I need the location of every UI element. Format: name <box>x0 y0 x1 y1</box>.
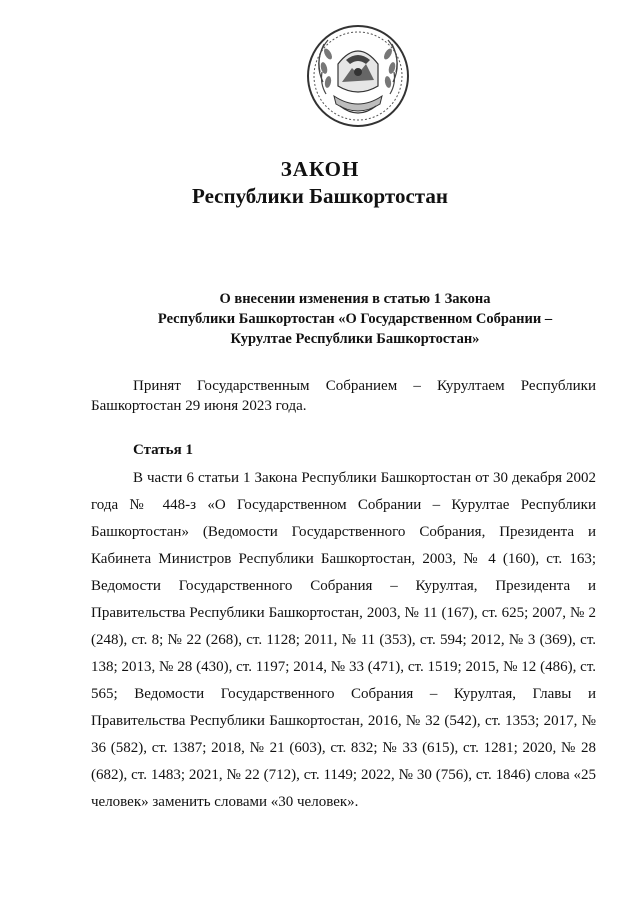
document-title: ЗАКОН <box>280 157 360 181</box>
adoption-statement: Принят Государственным Собранием – Курултаем Республики Башкортостан 29 июня 2023 года. <box>91 378 596 414</box>
law-heading <box>110 289 600 349</box>
law-heading-line: О внесении изменения в статью 1 Закона <box>219 291 491 307</box>
article-title: Статья 1 <box>133 442 193 458</box>
law-heading-line: Курултае Республики Башкортостан» <box>230 331 480 347</box>
article-body: В части 6 статьи 1 Закона Республики Башкортостан от 30 декабря 2002 года № 448-з «О Государственном Собрании – Курултае Республики Башкортостан» (Ведомости Государственного Собрания, Президента и Кабинета Министров Республики Башкортостан, 2003, № 4 (160), ст. 163; Ведомости Государственного Собрания – Курултая, Президента и Правительства Республики Башкортостан, 2003, № 11 (167), ст. 625; 2007, № 2 (248), ст. 8; № 22 (268), ст. 1128; 2011, № 11 (353), ст. 594; 2012, № 3 (369), ст. 138; 2013, № 28 (430), ст. 1197; 2014, № 33 (471), ст. 1519; 2015, № 12 (486), ст. 565; Ведомости Государственного Собрания – Курултая, Главы и Правительства Республики Башкортостан, 2016, № 32 (542), ст. 1353; 2017, № 36 (582), ст. 1387; 2018, № 21 (603), ст. 832; № 33 (615), ст. 1281; 2020, № 28 (682), ст. 1483; 2021, № 22 (712), ст. 1149; 2022, № 30 (756), ст. 1846) слова «25 человек» заменить словами «30 человек». <box>91 470 596 810</box>
document-subtitle: Республики Башкортостан <box>192 184 448 208</box>
law-heading-line: Республики Башкортостан «О Государственном Собрании – <box>157 311 553 327</box>
coat-of-arms-icon <box>306 24 410 128</box>
